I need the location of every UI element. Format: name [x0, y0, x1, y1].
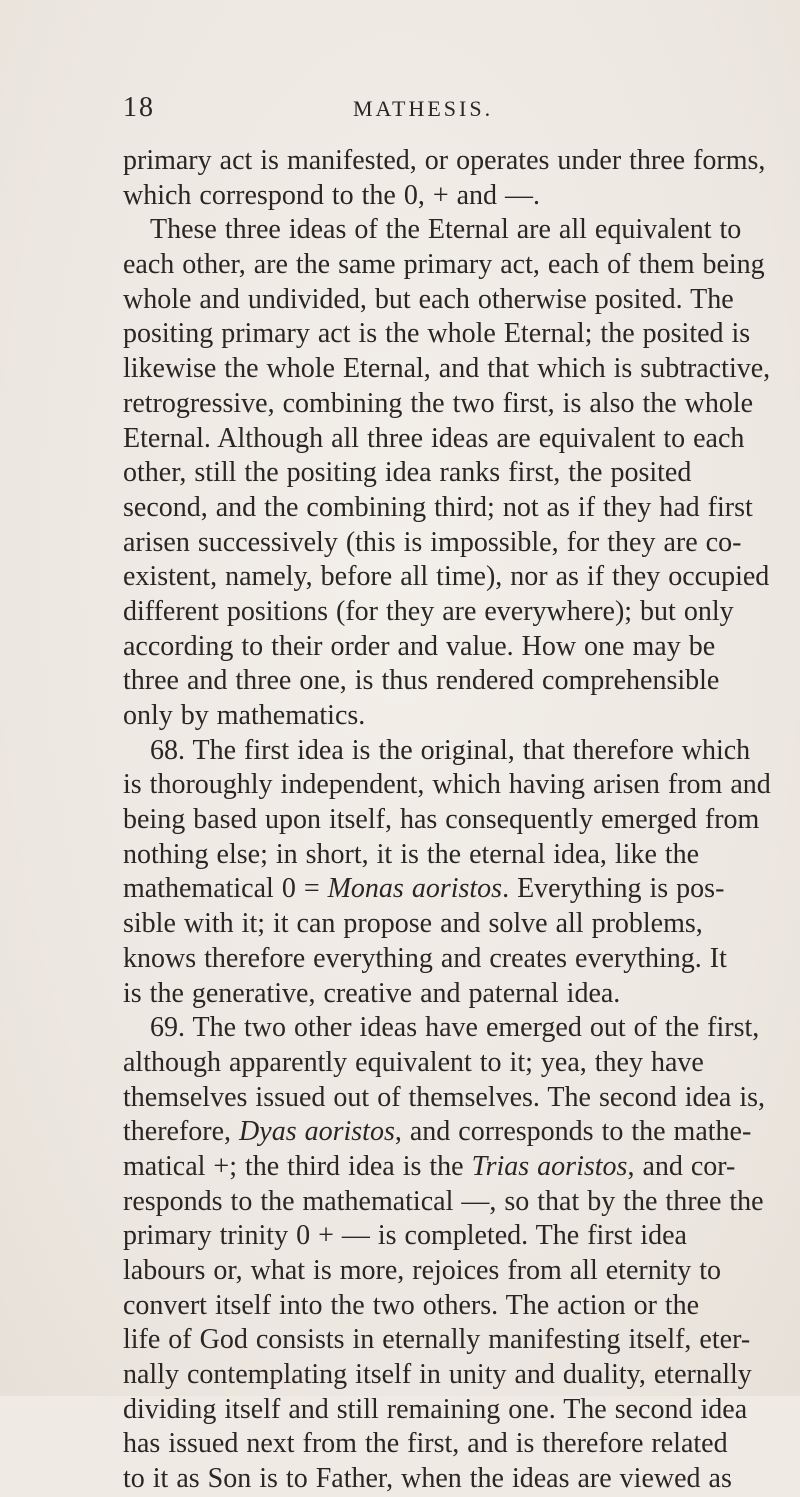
- page-number: 18: [123, 92, 155, 123]
- text-line: is thoroughly independent, which having arisen from and: [123, 769, 771, 801]
- text-line: Eternal. Although all three ideas are equivalent to each: [123, 422, 745, 454]
- text-line: mathematical 0 = Monas aoristos. Everything is pos-: [123, 873, 725, 905]
- text-line: 68. The first idea is the original, that therefore which: [150, 734, 751, 766]
- text-line: convert itself into the two others. The action or the: [123, 1289, 700, 1321]
- text-line: nally contemplating itself in unity and duality, eternally: [123, 1359, 752, 1391]
- text-line: second, and the combining third; not as if they had first: [123, 491, 753, 523]
- text-line: knows therefore everything and creates everything. It: [123, 942, 727, 974]
- text-line: sible with it; it can propose and solve all problems,: [123, 908, 703, 940]
- text-line: arisen successively (this is impossible, for they are co-: [123, 526, 742, 558]
- text-line: dividing itself and still remaining one. The second idea: [123, 1393, 748, 1425]
- italic-term: Dyas aoristos: [239, 1116, 395, 1148]
- text-line: existent, namely, before all time), nor as if they occupied: [123, 561, 770, 593]
- italic-term: Monas aoristos: [327, 873, 503, 905]
- text-line: other, still the positing idea ranks first, the posited: [123, 457, 692, 489]
- text-line: three and three one, is thus rendered comprehensible: [123, 665, 720, 697]
- text-line: labours or, what is more, rejoices from all eternity to: [123, 1255, 722, 1286]
- text-line: whole and undivided, but each otherwise posited. The: [123, 283, 734, 315]
- running-head: [123, 92, 683, 132]
- text-line: to it as Son is to Father, when the ideas are viewed as: [123, 1463, 732, 1495]
- text-line: has issued next from the first, and is therefore related: [123, 1428, 728, 1460]
- text-line: therefore, Dyas aoristos, and corresponds to the mathe-: [123, 1116, 752, 1148]
- text-line: primary trinity 0 + — is completed. The first idea: [123, 1220, 687, 1252]
- text-line: only by mathematics.: [123, 700, 366, 731]
- text-line: which correspond to the 0, + and —.: [123, 179, 541, 211]
- text-line: These three ideas of the Eternal are all equivalent to: [150, 214, 742, 246]
- text-line: each other, are the same primary act, each of them being: [123, 249, 765, 281]
- italic-term: Trias aoristos: [471, 1150, 628, 1182]
- running-title: MATHESIS.: [353, 96, 494, 121]
- text-line: likewise the whole Eternal, and that which is subtractive,: [123, 353, 771, 385]
- text-line: themselves issued out of themselves. The second idea is,: [123, 1081, 766, 1113]
- text-line: primary act is manifested, or operates under three forms,: [123, 145, 766, 176]
- body-text: [123, 144, 771, 1497]
- text-line: retrogressive, combining the two first, is also the whole: [123, 387, 754, 419]
- text-line: according to their order and value. How one may be: [123, 630, 716, 662]
- text-line: being based upon itself, has consequently emerged from: [123, 804, 760, 836]
- text-line: responds to the mathematical —, so that by the three the: [123, 1185, 764, 1217]
- text-line: is the generative, creative and paternal idea.: [123, 977, 621, 1009]
- text-line: life of God consists in eternally manifesting itself, eter-: [123, 1324, 751, 1356]
- text-line: although apparently equivalent to it; yea, they have: [123, 1046, 704, 1078]
- text-line: different positions (for they are everywhere); but only: [123, 595, 734, 627]
- text-line: nothing else; in short, it is the eternal idea, like the: [123, 838, 700, 870]
- text-line: positing primary act is the whole Eternal; the posited is: [123, 318, 751, 350]
- text-line: 69. The two other ideas have emerged out of the first,: [150, 1012, 760, 1044]
- text-line: matical +; the third idea is the Trias aoristos, and cor-: [123, 1150, 736, 1182]
